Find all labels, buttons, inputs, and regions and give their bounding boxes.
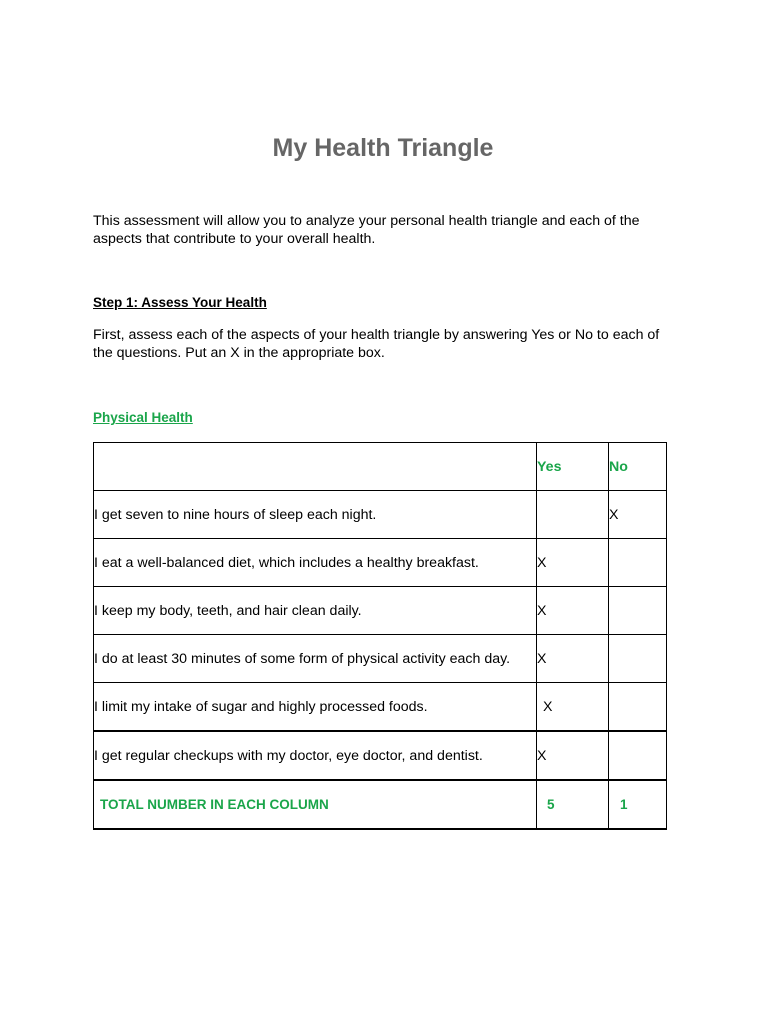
yes-column-header: Yes [537, 443, 609, 491]
intro-paragraph: This assessment will allow you to analyze your personal health triangle and each of the aspects that contribute to your overall health. [93, 213, 640, 247]
table-row [94, 635, 667, 683]
no-answer-cell[interactable] [609, 539, 667, 587]
no-column-header: No [609, 443, 667, 491]
yes-answer-cell[interactable]: X [537, 731, 609, 780]
question-cell: I eat a well-balanced diet, which includes a healthy breakfast. [94, 539, 537, 587]
table-row [94, 539, 667, 587]
no-answer-cell[interactable] [609, 587, 667, 635]
yes-answer-cell[interactable]: X [537, 539, 609, 587]
physical-health-table [93, 442, 667, 830]
table-header-row [94, 443, 667, 491]
yes-answer-cell[interactable]: X [537, 635, 609, 683]
table-row [94, 587, 667, 635]
no-answer-cell[interactable] [609, 635, 667, 683]
yes-answer-cell[interactable]: X [537, 587, 609, 635]
total-no-count[interactable]: 1 [609, 780, 667, 829]
table-row [94, 731, 667, 780]
table-row [94, 683, 667, 732]
yes-answer-cell[interactable]: X [537, 683, 609, 732]
no-answer-cell[interactable] [609, 731, 667, 780]
no-answer-cell[interactable]: X [609, 491, 667, 539]
step1-instructions: First, assess each of the aspects of your health triangle by answering Yes or No to each of the questions. Put an X in the appropriate box. [93, 327, 660, 361]
no-answer-cell[interactable] [609, 683, 667, 732]
total-row [94, 780, 667, 829]
total-label: TOTAL NUMBER IN EACH COLUMN [94, 780, 537, 829]
question-cell: I get regular checkups with my doctor, eye doctor, and dentist. [94, 731, 537, 780]
question-cell: I do at least 30 minutes of some form of physical activity each day. [94, 635, 537, 683]
question-cell: I get seven to nine hours of sleep each night. [94, 491, 537, 539]
question-cell: I limit my intake of sugar and highly processed foods. [94, 683, 537, 732]
yes-answer-cell[interactable] [537, 491, 609, 539]
question-cell: I keep my body, teeth, and hair clean daily. [94, 587, 537, 635]
question-header-cell[interactable] [94, 443, 537, 491]
table-row [94, 491, 667, 539]
total-yes-count[interactable]: 5 [537, 780, 609, 829]
physical-health-heading: Physical Health [93, 410, 193, 425]
step1-heading: Step 1: Assess Your Health [93, 295, 267, 310]
page-title: My Health Triangle [272, 134, 494, 162]
